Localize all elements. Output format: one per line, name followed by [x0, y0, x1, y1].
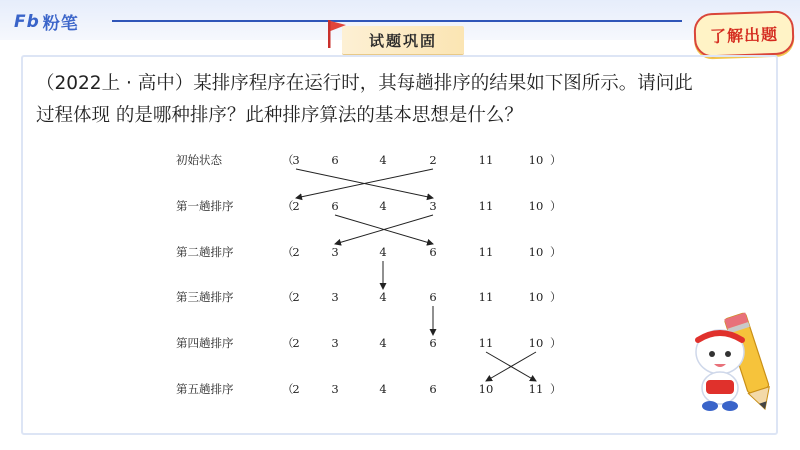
row-value: 10	[478, 382, 494, 396]
row-value: 11	[478, 290, 494, 304]
open-paren: （	[282, 290, 294, 304]
brand-logo	[14, 9, 79, 34]
question-line-2: 过程体现 的是哪种排序？此种排序算法的基本思想是什么？	[36, 105, 523, 126]
row-value: 6	[331, 153, 339, 167]
row-value: 2	[292, 199, 300, 213]
open-paren: （	[282, 199, 294, 213]
row-value: 3	[429, 199, 437, 213]
row-value: 3	[292, 153, 300, 167]
pencil-mascot-icon	[690, 300, 780, 418]
row-value: 11	[478, 153, 494, 167]
row-value: 4	[379, 245, 387, 259]
open-paren: （	[282, 382, 294, 396]
row-value: 3	[331, 245, 339, 259]
section-title: 试题巩固	[342, 26, 464, 54]
close-paren: ）	[550, 245, 562, 259]
row-value: 4	[379, 290, 387, 304]
row-value: 2	[292, 245, 300, 259]
row-value: 10	[528, 336, 544, 350]
row-value: 6	[331, 199, 339, 213]
row-value: 6	[429, 245, 437, 259]
row-value: 2	[292, 382, 300, 396]
row-label: 第一趟排序	[176, 199, 234, 213]
row-value: 10	[528, 199, 544, 213]
row-value: 2	[292, 290, 300, 304]
row-label: 第二趟排序	[176, 245, 234, 259]
close-paren: ）	[550, 290, 562, 304]
row-value: 6	[429, 382, 437, 396]
header-divider	[112, 20, 682, 22]
open-paren: （	[282, 336, 294, 350]
close-paren: ）	[550, 199, 562, 213]
row-value: 10	[528, 153, 544, 167]
row-value: 11	[478, 336, 494, 350]
row-label: 第四趟排序	[176, 336, 234, 350]
open-paren: （	[282, 245, 294, 259]
row-value: 3	[331, 290, 339, 304]
close-paren: ）	[550, 382, 562, 396]
open-paren: （	[282, 153, 294, 167]
row-label: 第五趟排序	[176, 382, 234, 396]
row-value: 2	[429, 153, 437, 167]
row-value: 11	[528, 382, 544, 396]
row-value: 4	[379, 153, 387, 167]
row-value: 2	[292, 336, 300, 350]
sorting-diagram	[170, 145, 590, 410]
close-paren: ）	[550, 336, 562, 350]
row-value: 11	[478, 245, 494, 259]
row-value: 4	[379, 199, 387, 213]
row-label: 初始状态	[176, 153, 222, 167]
row-value: 3	[331, 382, 339, 396]
row-value: 6	[429, 290, 437, 304]
close-paren: ）	[550, 153, 562, 167]
understand-question-badge: 了解出题	[693, 10, 794, 57]
row-value: 10	[528, 290, 544, 304]
row-label: 第三趟排序	[176, 290, 234, 304]
row-value: 11	[478, 199, 494, 213]
row-value: 6	[429, 336, 437, 350]
question-line-1: （2022上 · 高中）某排序程序在运行时，其每趟排序的结果如下图所示。请问此	[36, 73, 693, 94]
fenbi-logo-icon: Fb	[14, 11, 40, 32]
row-value: 4	[379, 382, 387, 396]
flag-icon	[326, 18, 348, 50]
row-value: 4	[379, 336, 387, 350]
row-value: 10	[528, 245, 544, 259]
question-text	[36, 68, 766, 132]
row-value: 3	[331, 336, 339, 350]
brand-name: 粉笔	[42, 14, 79, 34]
